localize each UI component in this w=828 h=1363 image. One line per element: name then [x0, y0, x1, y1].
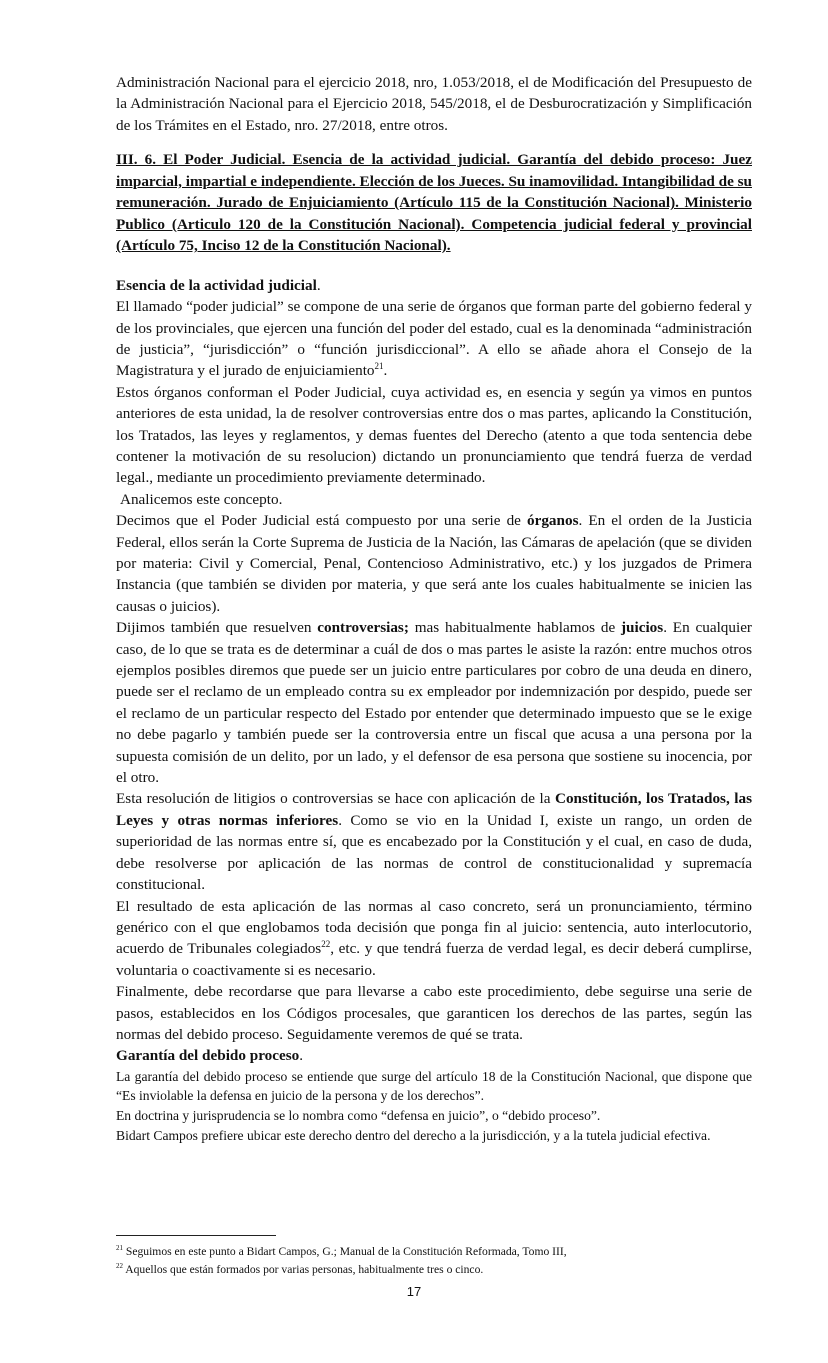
paragraph-text: El llamado “poder judicial” se compone de una serie de órganos que forman parte del gobierno federal y de los provinciales, que ejercen una función del poder del estado, cual es la denominada “administración de justicia”, “jurisdicción” o “función jurisdiccional”. A ello se añade ahora el Consejo de la Magistratura y el jurado de enjuiciamiento [116, 298, 752, 380]
page-number: 17 [406, 1284, 422, 1299]
paragraph-text: Esta resolución de litigios o controversias se hace con aplicación de la [116, 790, 555, 808]
paragraph-esencia-1 [116, 296, 752, 382]
intro-paragraph: Administración Nacional para el ejercicio 2018, nro, 1.053/2018, el de Modificación del Presupuesto de la Administración Nacional para el Ejercicio 2018, 545/2018, el de Desburocratización y Simplificación de los Trámites en el Estado, nro. 27/2018, entre otros. [116, 74, 752, 134]
section-heading: III. 6. El Poder Judicial. Esencia de la actividad judicial. Garantía del debido proceso: Juez imparcial, impartial e independiente. Elección de los Jueces. Su inamovilidad. Intangibilidad de su remuneración. Jurado de Enjuiciamiento (Artículo 115 de la Constitución Nacional). Ministerio Publico (Articulo 120 de la Constitución Nacional). Competencia judicial federal y provincial (Artículo 75, Inciso 12 de la Constitución Nacional). [116, 151, 752, 255]
bold-text: órganos [527, 512, 579, 530]
paragraph-text: . En cualquier caso, de lo que se trata es de determinar a cuál de dos o mas partes le asiste la razón: entre muchos otros ejemplos posibles diremos que puede ser un juicio entre particulares por cobro de una deuda en dinero, puede ser el reclamo de un empleado contra su ex empleador por indemnización por despido, puede ser el reclamo de un particular respecto del Estado por entender que determinado impuesto que se le exige no debe pagarlo y también puede ser la controversia entre un fiscal que acusa a una persona por la supuesta comisión de un delito, por un lado, y el defensor de esa persona que sostiene su inocencia, por el otro. [116, 619, 752, 787]
paragraph-esencia-8: Finalmente, debe recordarse que para llevarse a cabo este procedimiento, debe seguirse una serie de pasos, establecidos en los Códigos procesales, que garanticen los derechos de las partes, según las normas del debido proceso. Seguidamente veremos de qué se trata. [116, 983, 752, 1043]
footnote-22 [116, 1261, 752, 1279]
footnote-divider [116, 1235, 276, 1236]
footnote-ref-21: 21 [374, 361, 384, 372]
subheading-garantia [116, 1045, 752, 1066]
footnote-number: 22 [116, 1262, 123, 1271]
paragraph-text: mas habitualmente hablamos de [408, 619, 621, 637]
footnote-text: Seguimos en este punto a Bidart Campos, G.; Manual de la Constitución Reformada, Tomo III, [123, 1245, 567, 1258]
footnote-ref-22: 22 [321, 939, 331, 950]
paragraph-esencia-5 [116, 617, 752, 788]
footnote-21 [116, 1243, 752, 1261]
paragraph-esencia-7 [116, 896, 752, 982]
paragraph-garantia-2: En doctrina y jurisprudencia se lo nombra como “defensa en juicio”, o “debido proceso”. [116, 1107, 601, 1123]
paragraph-text: . En el orden de la Justicia Federal, ellos serán la Corte Suprema de Justicia de la Nación, las Cámaras de apelación (que se dividen por materia: Civil y Comercial, Penal, Contencioso Administrativo, etc.) y los juzgados de Primera Instancia (que también se dividen por materia, y que será ante los cuales habitualmente se inicien las causas o juicios). [116, 512, 753, 615]
paragraph-text: El resultado de esta aplicación de las normas al caso concreto, será un pronunciamiento, término genérico con el que englobamos toda decisión que ponga fin al juicio: sentencia, auto interlocutorio, acuerdo de Tribunales colegiados [116, 897, 752, 958]
paragraph-text: Dijimos también que resuelven [116, 619, 318, 637]
paragraph-esencia-3: Analicemos este concepto. [120, 490, 283, 508]
footnote-text: Aquellos que están formados por varias personas, habitualmente tres o cinco. [123, 1263, 484, 1276]
subheading-esencia-suffix: . [316, 276, 321, 294]
paragraph-garantia-1: La garantía del debido proceso se entiende que surge del artículo 18 de la Constitución Nacional, que dispone que “Es inviolable la defensa en juicio de la persona y de los derechos”. [116, 1068, 752, 1104]
subheading-esencia [116, 275, 752, 296]
paragraph-esencia-4 [116, 510, 752, 617]
subheading-esencia-title: Esencia de la actividad judicial [116, 276, 317, 294]
paragraph-text: , etc. y que tendrá fuerza de verdad legal, es decir deberá cumplirse, voluntaria o coactivamente si es necesario. [116, 940, 753, 979]
paragraph-text: . [383, 362, 388, 380]
bold-text: controversias; [317, 619, 409, 637]
paragraph-garantia-3: Bidart Campos prefiere ubicar este derecho dentro del derecho a la jurisdicción, y a la tutela judicial efectiva. [116, 1127, 711, 1143]
footnotes [116, 1235, 752, 1279]
paragraph-esencia-6 [116, 788, 752, 895]
subheading-garantia-suffix: . [299, 1047, 304, 1065]
footnote-number: 21 [116, 1244, 123, 1253]
paragraph-text: Decimos que el Poder Judicial está compuesto por una serie de [116, 512, 527, 530]
paragraph-text: . Como se vio en la Unidad I, existe un rango, un orden de superioridad de las normas entre sí, que es encabezado por la Constitución y el cual, en caso de duda, debe resolverse por aplicación de las normas de control de constitucionalidad y supremacía constitucional. [116, 811, 752, 894]
bold-text: juicios [621, 619, 664, 637]
bold-text: Constitución, los Tratados, las Leyes y otras normas inferiores [116, 790, 753, 829]
subheading-garantia-title: Garantía del debido proceso [116, 1047, 300, 1065]
page-body [116, 72, 752, 1145]
paragraph-esencia-2: Estos órganos conforman el Poder Judicial, cuya actividad es, en esencia y según ya vimos en puntos anteriores de esta unidad, la de resolver controversias entre dos o mas partes, aplicando la Constitución, los Tratados, las leyes y reglamentos, y demas fuentes del Derecho (atento a que toda sentencia debe contener la motivación de su resolucion) dictando un pronunciamiento que tendrá fuerza de verdad legal., mediante un procedimiento previamente determinado. [116, 383, 752, 487]
